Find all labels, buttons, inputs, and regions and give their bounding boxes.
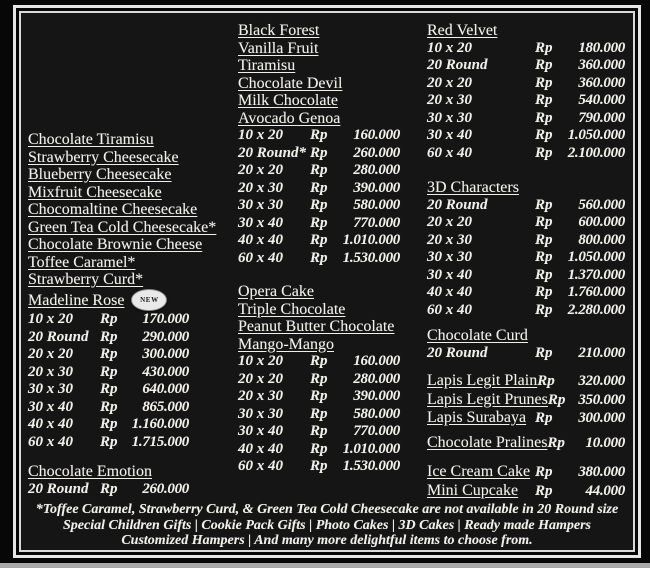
size-label: 40 x 40	[28, 416, 73, 432]
price-row	[28, 481, 189, 499]
currency-label: Rp	[537, 373, 555, 389]
currency-label: Rp	[310, 405, 328, 422]
price-row	[427, 345, 625, 363]
price-amount: 2.100.000	[567, 144, 625, 161]
flavor-name-label: Strawberry Curd*	[28, 271, 144, 288]
item-name-label: Ice Cream Cake	[427, 463, 531, 480]
size-label: 20 Round*	[238, 144, 306, 161]
currency-label: Rp	[310, 388, 328, 404]
price-amount: 290.000	[142, 328, 189, 345]
size-label: 20 x 30	[238, 179, 283, 196]
currency-label: Rp	[535, 39, 553, 56]
item-price-row-chocolate-pralines	[427, 434, 625, 453]
currency-label: Rp	[535, 344, 553, 361]
price-row	[427, 127, 625, 145]
price-amount: 160.000	[353, 127, 400, 143]
size-label: 20 x 30	[427, 92, 472, 108]
currency-label: Rp	[547, 434, 565, 451]
size-label: 40 x 40	[238, 232, 283, 248]
price-row	[28, 416, 189, 434]
flavor-list-middle-2	[238, 283, 400, 353]
item-price-row	[427, 409, 625, 428]
price-amount: 260.000	[142, 480, 189, 497]
price-amount: 770.000	[353, 214, 400, 231]
flavor-name	[238, 75, 400, 93]
price-row	[28, 381, 189, 399]
price-row	[238, 423, 400, 441]
flavor-name-label: Chocolate Tiramisu	[28, 131, 154, 148]
section-title-chocolate-curd	[427, 327, 625, 345]
footnote-availability: *Toffee Caramel, Strawberry Curd, & Green Tea Cold Cheesecake are not available in 20 Round size	[35, 502, 619, 517]
flavor-name-label: Triple Chocolate	[238, 300, 346, 318]
flavor-name	[28, 184, 189, 202]
price-row	[238, 388, 400, 406]
size-label: 30 x 40	[238, 214, 283, 231]
flavor-name	[238, 283, 400, 301]
flavor-name	[238, 110, 400, 128]
column-right	[427, 22, 625, 500]
price-row	[238, 406, 400, 424]
size-label: 40 x 40	[238, 440, 283, 457]
price-amount: 260.000	[353, 144, 400, 161]
flavor-name-label: Mango-Mango	[238, 335, 334, 353]
size-label: 30 x 40	[427, 266, 472, 283]
price-row	[238, 197, 400, 215]
price-row	[427, 214, 625, 232]
currency-label: Rp	[100, 328, 118, 345]
column-left	[28, 131, 217, 498]
currency-label: Rp	[100, 398, 118, 415]
currency-label: Rp	[100, 416, 118, 432]
currency-label: Rp	[310, 423, 328, 439]
price-row	[238, 441, 400, 459]
currency-label: Rp	[100, 381, 118, 397]
price-amount: 800.000	[578, 231, 625, 248]
size-label: 20 Round	[427, 344, 488, 361]
flavor-name	[28, 149, 189, 167]
price-amount: 10.000	[585, 434, 625, 451]
flavor-name-label: Avocado Genoa	[238, 109, 341, 127]
price-amount: 1.530.000	[342, 458, 400, 474]
price-amount: 390.000	[353, 179, 400, 196]
currency-label: Rp	[535, 482, 553, 499]
flavor-name-label: Peanut Butter Chocolate	[238, 318, 395, 335]
size-label: 20 Round	[427, 196, 488, 213]
price-list-middle-2	[238, 353, 400, 476]
scan-edge-artifact	[0, 563, 650, 568]
currency-label: Rp	[310, 232, 328, 248]
currency-label: Rp	[535, 301, 553, 318]
price-row	[427, 232, 625, 250]
price-row	[427, 92, 625, 110]
flavor-name	[238, 318, 400, 336]
currency-label: Rp	[535, 231, 553, 248]
flavor-name	[238, 40, 400, 58]
section-title-chocolate-emotion	[28, 463, 189, 481]
item-name-label: Lapis Legit Prunes	[427, 390, 548, 408]
price-amount: 865.000	[142, 398, 189, 415]
price-row	[427, 284, 625, 302]
section-title-label: Chocolate Curd	[427, 327, 528, 344]
size-label: 30 x 40	[238, 423, 283, 439]
price-amount: 580.000	[353, 197, 400, 213]
item-name-label: Chocolate Pralines	[427, 433, 548, 451]
currency-label: Rp	[310, 440, 328, 457]
price-amount: 560.000	[578, 196, 625, 213]
flavor-name	[28, 131, 189, 149]
price-amount: 320.000	[578, 373, 625, 389]
currency-label: Rp	[535, 196, 553, 213]
price-amount: 580.000	[353, 405, 400, 422]
currency-label: Rp	[100, 480, 118, 497]
size-label: 30 x 30	[427, 249, 472, 265]
price-row	[427, 40, 625, 58]
price-amount: 430.000	[142, 363, 189, 380]
size-label: 60 x 40	[427, 301, 472, 318]
size-label: 20 x 20	[427, 214, 472, 230]
price-amount: 180.000	[578, 39, 625, 56]
size-label: 30 x 30	[238, 197, 283, 213]
price-row	[238, 127, 400, 145]
price-amount: 280.000	[353, 370, 400, 387]
flavor-list-left	[28, 131, 217, 311]
currency-label: Rp	[535, 284, 553, 300]
price-amount: 600.000	[578, 214, 625, 230]
size-label: 20 x 20	[238, 370, 283, 387]
currency-label: Rp	[310, 458, 328, 474]
currency-label: Rp	[535, 74, 553, 91]
flavor-name	[238, 336, 400, 354]
price-amount: 1.160.000	[131, 416, 189, 432]
price-row	[28, 346, 189, 364]
size-label: 60 x 40	[28, 433, 73, 450]
flavor-name	[238, 301, 400, 319]
item-price-row	[427, 463, 625, 482]
flavor-name-label: Vanilla Fruit	[238, 39, 319, 57]
price-row	[238, 250, 400, 268]
currency-label: Rp	[310, 162, 328, 178]
price-row	[28, 311, 189, 329]
price-row	[427, 110, 625, 128]
size-label: 30 x 40	[28, 398, 73, 415]
price-amount: 300.000	[578, 410, 625, 426]
price-row	[238, 180, 400, 198]
currency-label: Rp	[535, 464, 553, 480]
price-amount: 170.000	[142, 311, 189, 327]
flavor-name-label: Toffee Caramel*	[28, 253, 136, 271]
flavor-name-label: Madeline Rose	[28, 291, 125, 309]
flavor-name-label: Chocolate Brownie Cheese	[28, 236, 203, 253]
currency-label: Rp	[100, 311, 118, 327]
price-row	[238, 145, 400, 163]
outer-border	[13, 5, 641, 558]
item-price-row	[427, 391, 625, 410]
price-amount: 1.050.000	[567, 127, 625, 143]
price-amount: 2.280.000	[567, 301, 625, 318]
currency-label: Rp	[310, 249, 328, 266]
size-label: 30 x 30	[427, 109, 472, 126]
price-amount: 280.000	[353, 162, 400, 178]
currency-label: Rp	[310, 197, 328, 213]
price-amount: 360.000	[578, 74, 625, 91]
price-row	[28, 434, 189, 452]
price-amount: 350.000	[578, 391, 625, 408]
flavor-name	[28, 236, 203, 254]
footnote-services: Special Children Gifts | Cookie Pack Gifts | Photo Cakes | 3D Cakes | Ready made Hampers	[63, 517, 591, 533]
price-row	[427, 145, 625, 163]
size-label: 20 x 20	[427, 74, 472, 91]
price-row	[238, 371, 400, 389]
flavor-name-label: Blueberry Cheesecake	[28, 166, 172, 183]
currency-label: Rp	[310, 214, 328, 231]
flavor-name-label: Black Forest	[238, 22, 320, 39]
size-label: 10 x 20	[427, 39, 472, 56]
price-row	[427, 57, 625, 75]
section-title-label: Red Velvet	[427, 22, 498, 39]
price-row	[28, 329, 189, 347]
flavor-name	[28, 289, 189, 312]
flavor-name-label: Opera Cake	[238, 283, 314, 300]
new-badge: NEW	[131, 289, 167, 312]
flavor-name	[28, 254, 189, 272]
price-row	[28, 364, 189, 382]
currency-label: Rp	[310, 144, 328, 161]
size-label: 20 x 20	[238, 162, 283, 178]
section-title-3d-characters	[427, 179, 625, 197]
inner-border-panel	[19, 11, 635, 552]
currency-label: Rp	[310, 179, 328, 196]
currency-label: Rp	[535, 109, 553, 126]
price-row	[427, 302, 625, 320]
flavor-name	[238, 57, 400, 75]
price-amount: 640.000	[142, 381, 189, 397]
currency-label: Rp	[535, 410, 553, 426]
size-label: 30 x 30	[238, 405, 283, 422]
currency-label: Rp	[310, 127, 328, 143]
size-label: 40 x 40	[427, 284, 472, 300]
price-amount: 1.010.000	[342, 232, 400, 248]
price-row	[238, 353, 400, 371]
size-label: 10 x 20	[28, 311, 73, 327]
other-items-list	[427, 463, 625, 500]
price-list-left	[28, 311, 189, 451]
price-amount: 360.000	[578, 57, 625, 73]
price-amount: 210.000	[578, 344, 625, 361]
currency-label: Rp	[535, 57, 553, 73]
size-label: 20 x 30	[427, 231, 472, 248]
size-label: 20 Round	[427, 57, 488, 73]
flavor-name-label: Mixfruit Cheesecake	[28, 183, 162, 201]
price-list-red-velvet	[427, 40, 625, 163]
size-label: 20 x 30	[28, 363, 73, 380]
price-amount: 300.000	[142, 346, 189, 362]
currency-label: Rp	[535, 249, 553, 265]
item-name-label: Lapis Surabaya	[427, 409, 527, 426]
flavor-name-label: Chocomaltine Cheesecake	[28, 201, 198, 218]
size-label: 60 x 40	[238, 458, 283, 474]
lapis-list	[427, 372, 625, 428]
size-label: 20 Round	[28, 480, 89, 497]
size-label: 10 x 20	[238, 127, 283, 143]
flavor-name	[238, 22, 400, 40]
item-price-row	[427, 482, 625, 501]
footer-notes	[21, 502, 633, 549]
flavor-name	[238, 92, 400, 110]
flavor-name	[28, 201, 198, 219]
size-label: 20 Round	[28, 328, 89, 345]
item-name-label: Mini Cupcake	[427, 481, 519, 499]
size-label: 20 x 20	[28, 346, 73, 362]
price-row	[28, 399, 189, 417]
footnote-more-items: Customized Hampers | And many more delightful items to choose from.	[121, 533, 533, 548]
price-row	[238, 458, 400, 476]
flavor-name	[28, 218, 217, 237]
price-amount: 770.000	[353, 423, 400, 439]
price-list-3d-characters	[427, 197, 625, 320]
price-amount: 790.000	[578, 109, 625, 126]
currency-label: Rp	[310, 353, 328, 369]
price-list-chocolate-curd	[427, 345, 625, 363]
price-row	[238, 232, 400, 250]
currency-label: Rp	[535, 144, 553, 161]
section-title-label: Chocolate Emotion	[28, 463, 152, 480]
price-amount: 1.715.000	[131, 433, 189, 450]
currency-label: Rp	[535, 214, 553, 230]
section-title-red-velvet	[427, 22, 625, 40]
price-amount: 1.530.000	[342, 249, 400, 266]
size-label: 10 x 20	[238, 353, 283, 369]
flavor-name	[28, 271, 189, 289]
flavor-name-label: Chocolate Devil	[238, 74, 343, 92]
size-label: 30 x 30	[28, 381, 73, 397]
column-middle	[238, 22, 400, 476]
size-label: 60 x 40	[427, 144, 472, 161]
currency-label: Rp	[310, 370, 328, 387]
price-row	[427, 75, 625, 93]
size-label: 30 x 40	[427, 127, 472, 143]
price-amount: 1.760.000	[567, 284, 625, 300]
currency-label: Rp	[100, 433, 118, 450]
price-row	[427, 249, 625, 267]
price-amount: 1.050.000	[567, 249, 625, 265]
currency-label: Rp	[535, 266, 553, 283]
currency-label: Rp	[535, 127, 553, 143]
price-amount: 540.000	[578, 92, 625, 108]
item-price-row	[427, 372, 625, 391]
price-list-middle-1	[238, 127, 400, 267]
price-amount: 1.370.000	[567, 266, 625, 283]
item-name-label: Lapis Legit Plain	[427, 372, 538, 389]
currency-label: Rp	[100, 363, 118, 380]
price-amount: 390.000	[353, 388, 400, 404]
currency-label: Rp	[547, 391, 566, 408]
flavor-list-middle-1	[238, 22, 400, 127]
price-row	[427, 197, 625, 215]
price-amount: 1.010.000	[342, 440, 400, 457]
price-amount: 160.000	[353, 353, 400, 369]
flavor-name-label: Milk Chocolate	[238, 92, 338, 109]
currency-label: Rp	[535, 92, 553, 108]
flavor-name-label: Tiramisu	[238, 57, 296, 74]
price-amount: 44.000	[585, 482, 625, 499]
currency-label: Rp	[100, 346, 118, 362]
price-amount: 380.000	[578, 464, 625, 480]
size-label: 20 x 30	[238, 388, 283, 404]
price-row	[238, 162, 400, 180]
flavor-name-label: Green Tea Cold Cheesecake*	[28, 218, 217, 236]
price-row	[238, 215, 400, 233]
flavor-name	[28, 166, 189, 184]
section-title-label: 3D Characters	[427, 179, 519, 196]
price-row	[427, 267, 625, 285]
flavor-name-label: Strawberry Cheesecake	[28, 148, 179, 166]
size-label: 60 x 40	[238, 249, 283, 266]
